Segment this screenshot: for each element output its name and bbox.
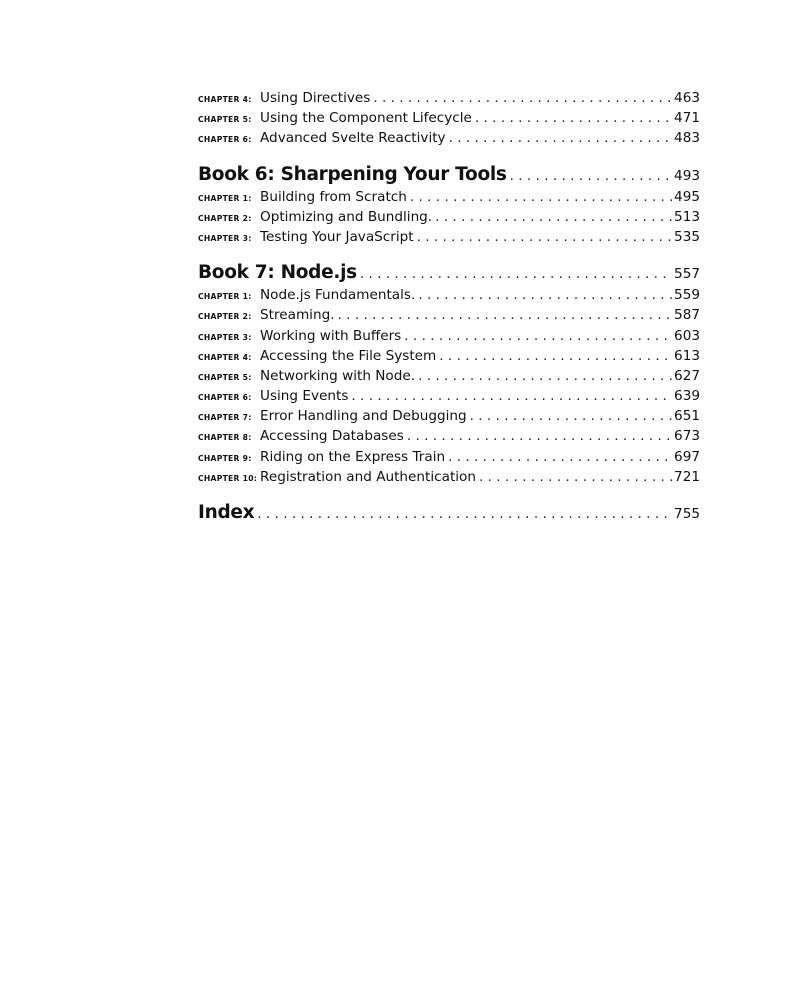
dot-leader <box>439 346 672 366</box>
chapter-label: CHAPTER 8: <box>198 433 252 443</box>
chapter-title: Optimizing and Bundling. <box>260 208 433 225</box>
chapter-title: Riding on the Express Train <box>260 448 446 465</box>
chapter-label: CHAPTER 5: <box>198 372 252 382</box>
dot-leader <box>435 207 672 227</box>
toc-entry-book7-chapter-7[interactable] <box>198 406 700 426</box>
chapter-label: CHAPTER 3: <box>198 332 252 342</box>
chapter-title: Accessing Databases <box>260 428 404 445</box>
chapter-title: Testing Your JavaScript <box>260 228 414 245</box>
page-number: 603 <box>674 327 700 344</box>
chapter-title: Using Events <box>260 388 349 405</box>
toc-entry-book7-chapter-10[interactable] <box>198 467 700 487</box>
page-number: 513 <box>674 208 700 225</box>
dot-leader <box>418 366 672 386</box>
toc-entry-book7-chapter-9[interactable] <box>198 447 700 467</box>
dot-leader <box>351 386 672 406</box>
chapter-label: CHAPTER 5: <box>198 115 252 125</box>
chapter-label: CHAPTER 7: <box>198 413 252 423</box>
chapter-title: Accessing the File System <box>260 347 437 364</box>
chapter-label: CHAPTER 10: <box>198 473 258 483</box>
chapter-label: CHAPTER 4: <box>198 95 252 104</box>
toc-entry-book7-chapter-2[interactable] <box>198 305 700 325</box>
table-of-contents <box>198 88 700 525</box>
chapter-title: Building from Scratch <box>260 188 407 205</box>
chapter-title: Advanced Svelte Reactivity <box>260 130 446 147</box>
dot-leader <box>257 502 672 525</box>
dot-leader <box>360 262 672 285</box>
toc-entry-chapter-4[interactable] <box>198 88 700 108</box>
chapter-title: Networking with Node. <box>260 367 416 384</box>
dot-leader <box>410 187 672 207</box>
page-number: 471 <box>674 110 700 127</box>
page-number: 587 <box>674 307 700 324</box>
dot-leader <box>470 406 672 426</box>
page-number: 495 <box>674 188 700 205</box>
page-number: 483 <box>674 130 700 147</box>
chapter-title: Node.js Fundamentals. <box>260 287 416 304</box>
dot-leader <box>418 285 672 305</box>
chapter-title: Working with Buffers <box>260 327 402 344</box>
toc-entry-book7-chapter-8[interactable] <box>198 426 700 446</box>
page-number: 463 <box>674 90 700 106</box>
toc-entry-book6-chapter-1[interactable] <box>198 187 700 207</box>
page-number: 627 <box>674 367 700 384</box>
index-title: Index <box>198 502 255 523</box>
page-number: 613 <box>674 347 700 364</box>
chapter-label: CHAPTER 1: <box>198 292 252 302</box>
page-number: 535 <box>674 228 700 245</box>
toc-entry-book7-chapter-4[interactable] <box>198 346 700 366</box>
chapter-title: Streaming. <box>260 307 335 324</box>
toc-entry-book7-chapter-5[interactable] <box>198 366 700 386</box>
dot-leader <box>510 164 672 187</box>
toc-entry-book-6[interactable] <box>198 163 700 187</box>
toc-entry-book7-chapter-6[interactable] <box>198 386 700 406</box>
toc-entry-chapter-5[interactable] <box>198 108 700 128</box>
dot-leader <box>479 467 672 487</box>
chapter-title: Using Directives <box>260 90 371 106</box>
dot-leader <box>417 227 672 247</box>
book-title: Book 7: Node.js <box>198 262 357 284</box>
toc-entry-book6-chapter-2[interactable] <box>198 207 700 227</box>
dot-leader <box>404 326 672 346</box>
dot-leader <box>449 128 672 148</box>
page-number: 651 <box>674 408 700 425</box>
page-number: 493 <box>674 167 700 184</box>
dot-leader <box>373 88 672 108</box>
chapter-label: CHAPTER 6: <box>198 393 252 403</box>
chapter-label: CHAPTER 3: <box>198 233 252 243</box>
page-number: 721 <box>674 468 700 485</box>
chapter-label: CHAPTER 2: <box>198 213 252 223</box>
chapter-title: Registration and Authentication <box>260 468 476 485</box>
dot-leader <box>407 426 672 446</box>
toc-entry-book-7[interactable] <box>198 261 700 285</box>
toc-entry-chapter-6[interactable] <box>198 128 700 148</box>
page-number: 557 <box>674 266 700 283</box>
book-title: Book 6: Sharpening Your Tools <box>198 163 507 185</box>
chapter-title: Error Handling and Debugging <box>260 408 467 425</box>
chapter-label: CHAPTER 9: <box>198 453 252 463</box>
toc-entry-book7-chapter-3[interactable] <box>198 326 700 346</box>
toc-entry-index[interactable] <box>198 501 700 525</box>
page-number: 639 <box>674 388 700 405</box>
chapter-label: CHAPTER 4: <box>198 352 252 362</box>
page-number: 559 <box>674 287 700 304</box>
dot-leader <box>475 108 672 128</box>
chapter-label: CHAPTER 6: <box>198 135 252 145</box>
page-number: 673 <box>674 428 700 445</box>
chapter-label: CHAPTER 1: <box>198 193 252 203</box>
chapter-label: CHAPTER 2: <box>198 312 252 322</box>
toc-entry-book6-chapter-3[interactable] <box>198 227 700 247</box>
chapter-title: Using the Component Lifecycle <box>260 110 472 127</box>
toc-entry-book7-chapter-1[interactable] <box>198 285 700 305</box>
page-number: 697 <box>674 448 700 465</box>
dot-leader <box>338 305 673 325</box>
dot-leader <box>448 447 672 467</box>
page-number: 755 <box>674 506 700 522</box>
